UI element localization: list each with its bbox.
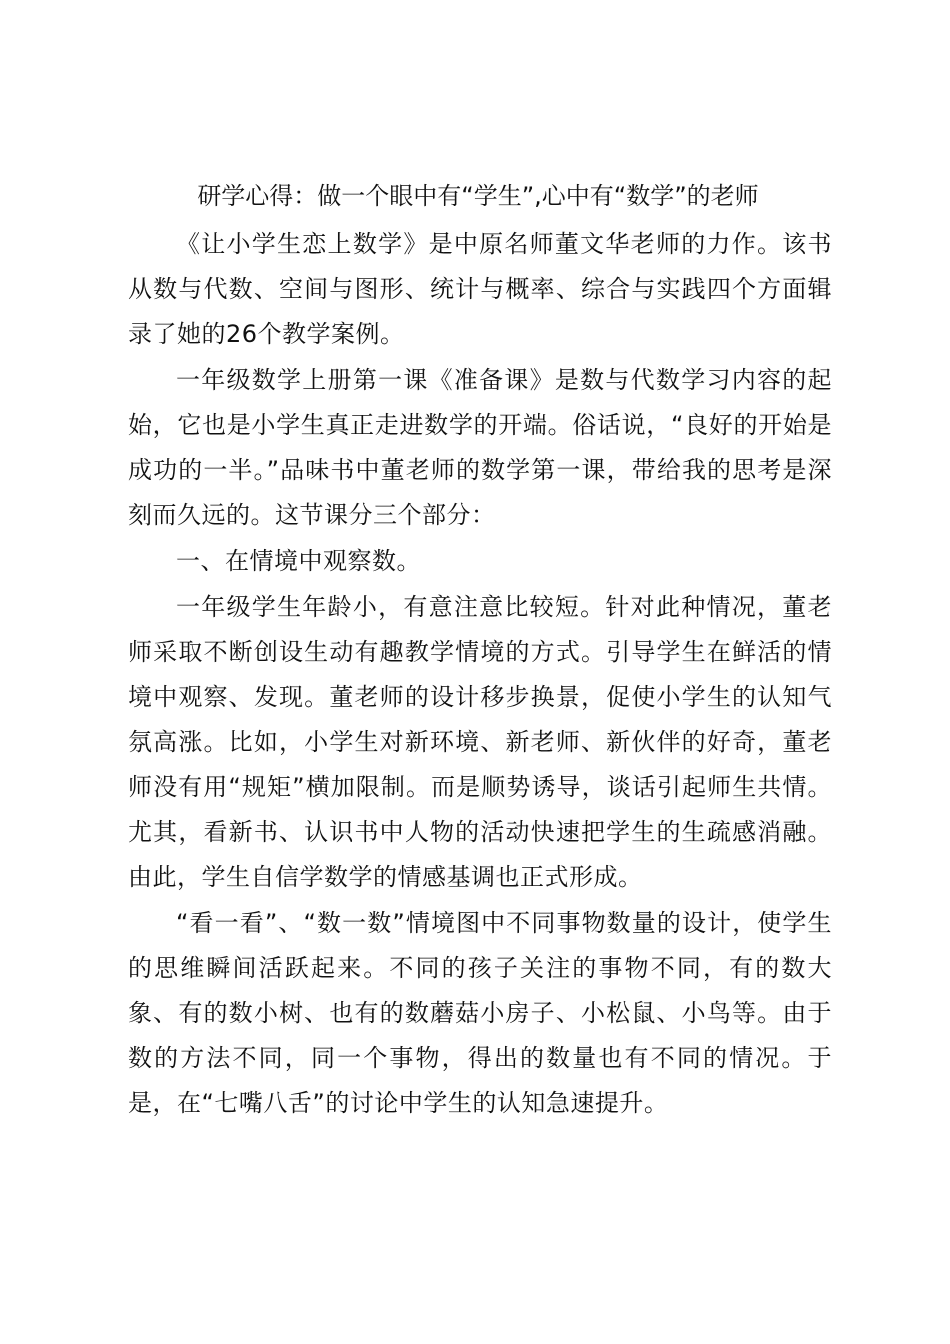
document-body [128, 222, 832, 1126]
document-title: 研学心得：做一个眼中有“学生”,心中有“数学”的老师 [197, 182, 759, 210]
paragraph-first-lesson: 一年级数学上册第一课《准备课》是数与代数学习内容的起始，它也是小学生真正走进数学的开端。俗话说，“良好的开始是成功的一半。”品味书中董老师的数学第一课，带给我的思考是深刻而久远的。这节课分三个部分： [128, 366, 832, 529]
paragraph-intro: 《让小学生恋上数学》是中原名师董文华老师的力作。该书从数与代数、空间与图形、统计与概率、综合与实践四个方面辑录了她的26个教学案例。 [128, 230, 832, 348]
paragraph-section-heading: 一、在情境中观察数。 [176, 547, 421, 575]
paragraph-situation: 一年级学生年龄小，有意注意比较短。针对此种情况，董老师采取不断创设生动有趣教学情境的方式。引导学生在鲜活的情境中观察、发现。董老师的设计移步换景，促使小学生的认知气氛高涨。比如，小学生对新环境、新老师、新伙伴的好奇，董老师没有用“规矩”横加限制。而是顺势诱导，谈话引起师生共情。尤其，看新书、认识书中人物的活动快速把学生的生疏感消融。由此，学生自信学数学的情感基调也正式形成。 [128, 593, 832, 891]
paragraph-counting: “看一看”、“数一数”情境图中不同事物数量的设计，使学生的思维瞬间活跃起来。不同的孩子关注的事物不同，有的数大象、有的数小树、也有的数蘑菇小房子、小松鼠、小鸟等。由于数的方法不同，同一个事物，得出的数量也有不同的情况。于是，在“七嘴八舌”的讨论中学生的认知急速提升。 [128, 909, 832, 1117]
